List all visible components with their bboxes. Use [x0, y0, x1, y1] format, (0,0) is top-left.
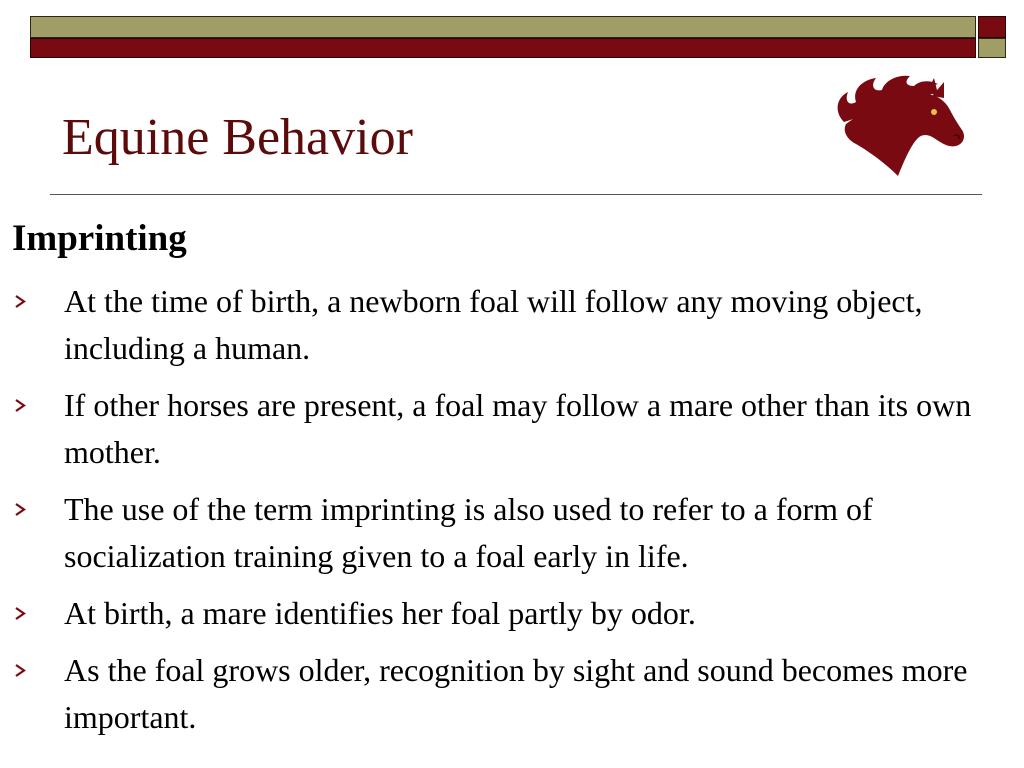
bullet-text: The use of the term imprinting is also used to refer to a form of socialization training given to a foal early in life.: [64, 491, 873, 574]
top-decorative-bar: [30, 16, 1006, 58]
section-heading: Imprinting: [12, 218, 187, 259]
maroon-corner-square: [978, 16, 1006, 38]
bullet-text: As the foal grows older, recognition by sight and sound becomes more important.: [64, 652, 968, 735]
list-item: [0, 590, 1024, 637]
bullet-text: At birth, a mare identifies her foal partly by odor.: [64, 595, 696, 631]
chevron-right-icon: [14, 382, 34, 429]
list-item: [0, 382, 1024, 476]
slide-title: Equine Behavior: [62, 109, 413, 166]
olive-corner-square: [978, 38, 1006, 58]
maroon-stripe: [30, 38, 976, 58]
list-item: [0, 486, 1024, 580]
chevron-right-icon: [14, 590, 34, 637]
olive-stripe: [30, 16, 976, 38]
bullet-text: At the time of birth, a newborn foal will follow any moving object, including a human.: [64, 283, 923, 366]
list-item: [0, 647, 1024, 741]
list-item: [0, 278, 1024, 372]
horse-head-icon: [826, 72, 966, 182]
chevron-right-icon: [14, 647, 34, 694]
title-divider: [50, 194, 982, 195]
chevron-right-icon: [14, 486, 34, 533]
chevron-right-icon: [14, 278, 34, 325]
bullet-list: [0, 278, 1024, 751]
bullet-text: If other horses are present, a foal may follow a mare other than its own mother.: [64, 387, 972, 470]
